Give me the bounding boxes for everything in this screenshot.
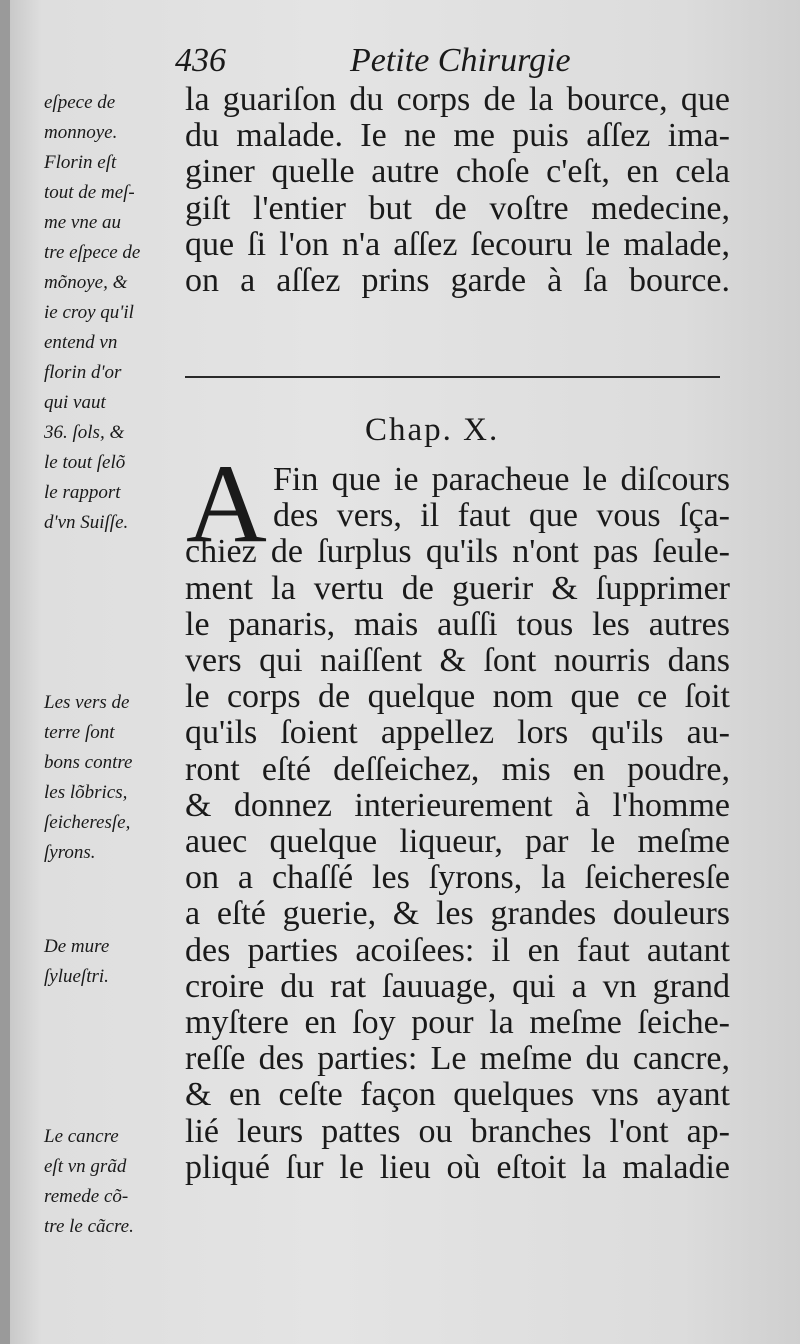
text-line: myſtere en ſoy pour la meſme ſeiche- (185, 1005, 730, 1042)
text-line: qu'ils ſoient appellez lors qu'ils au- (185, 715, 730, 752)
margin-note-florin (44, 88, 184, 538)
margin-line: tout de meſ- (44, 182, 135, 203)
margin-line: terre ſont (44, 722, 115, 743)
margin-line: ſeicheresſe, (44, 812, 131, 833)
margin-line: mõnoye, & (44, 272, 128, 293)
text-line: du malade. Ie ne me puis aſſez ima- (185, 118, 730, 155)
text-line: giner quelle autre choſe c'eſt, en cela (185, 154, 730, 191)
text-line: a eſté guerie, & les grandes douleurs (185, 896, 730, 933)
margin-line: eſpece de (44, 92, 116, 113)
margin-line: remede cõ- (44, 1186, 129, 1207)
text-line: auec quelque liqueur, par le meſme (185, 824, 730, 861)
drop-cap: A (186, 442, 267, 566)
margin-line: le rapport (44, 482, 121, 503)
margin-line: ſylueſtri. (44, 966, 109, 987)
margin-line: 36. ſols, & (44, 422, 125, 443)
margin-line: le tout ſelõ (44, 452, 126, 473)
text-line: croire du rat ſauuage, qui a vn grand (185, 968, 730, 1005)
paragraph-1 (185, 82, 730, 299)
text-line: & donnez interieurement à l'homme (185, 787, 730, 824)
margin-line: tre le cãcre. (44, 1216, 134, 1237)
text-line: chiez de ſurplus qu'ils n'ont pas ſeule- (185, 534, 730, 571)
text-line: la guariſon du corps de la bource, que (185, 82, 730, 118)
margin-note-vers-de-terre (44, 688, 184, 868)
margin-line: les lõbrics, (44, 782, 128, 803)
text-line: des parties acoiſees: il en faut autant (185, 932, 730, 969)
paragraph-2 (185, 462, 730, 1186)
book-page (10, 0, 800, 1344)
page-number: 436 (175, 42, 226, 79)
text-line: vers qui naiſſent & ſont nourris dans (185, 643, 730, 680)
text-line: des vers, il faut que vous ſça- (273, 498, 730, 535)
margin-line: bons contre (44, 752, 133, 773)
text-line: giſt l'entier but de voſtre medecine, (185, 190, 730, 227)
margin-line: De mure (44, 936, 110, 957)
margin-line: eſt vn grãd (44, 1156, 127, 1177)
text-line: on a aſſez prins garde à ſa bource. (185, 263, 730, 300)
text-line: & en ceſte façon quelques vns ayant (185, 1077, 730, 1114)
margin-line: ſyrons. (44, 842, 96, 863)
chapter-heading: Chap. X. (365, 412, 500, 448)
running-title: Petite Chirurgie (350, 42, 571, 79)
text-line: on a chaſſé les ſyrons, la ſeicheresſe (185, 860, 730, 897)
margin-line: florin d'or (44, 362, 122, 383)
text-line: Fin que ie paracheue le diſcours (273, 462, 730, 498)
margin-line: tre eſpece de (44, 242, 141, 263)
text-line: reſſe des parties: Le meſme du cancre, (185, 1041, 730, 1078)
text-line: ront eſté deſſeichez, mis en poudre, (185, 751, 730, 788)
margin-line: monnoye. (44, 122, 118, 143)
margin-line: d'vn Suiſſe. (44, 512, 129, 533)
text-line: le corps de quelque nom que ce ſoit (185, 679, 730, 716)
margin-line: ie croy qu'il (44, 302, 134, 323)
margin-line: me vne au (44, 212, 122, 233)
text-line: pliqué ſur le lieu où eſtoit la maladie (185, 1149, 730, 1186)
text-line: ment la vertu de guerir & ſupprimer (185, 570, 730, 607)
margin-line: qui vaut (44, 392, 106, 413)
text-line: le panaris, mais auſſi tous les autres (185, 606, 730, 643)
text-line: lié leurs pattes ou branches l'ont ap- (185, 1113, 730, 1150)
text-line: que ſi l'on n'a aſſez ſecouru le malade, (185, 226, 730, 263)
margin-line: Le cancre (44, 1126, 119, 1147)
margin-note-mure (44, 932, 184, 992)
margin-line: entend vn (44, 332, 118, 353)
section-divider (185, 376, 720, 378)
margin-note-cancre (44, 1122, 184, 1242)
margin-line: Florin eſt (44, 152, 117, 173)
margin-line: Les vers de (44, 692, 130, 713)
